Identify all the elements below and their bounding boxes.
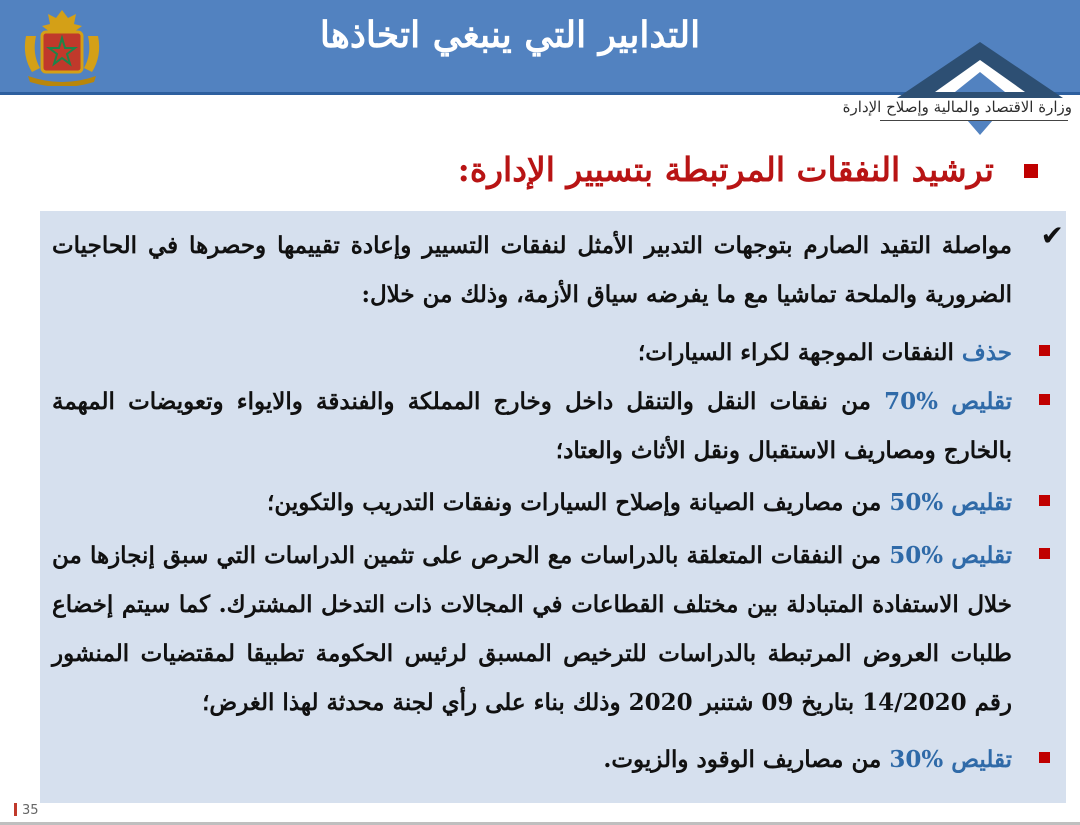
list-item	[52, 377, 1012, 475]
item-text: من النفقات المتعلقة بالدراسات مع الحرص على تثمين الدراسات التي سبق إنجازها من خلال الاستفادة المتبادلة بين مختلف القطاعات في المجالات ذات التدخل المشترك. كما سيتم إخضاع طلبات العروض المرتبطة بالدراسات للترخيص المسبق لرئيس الحكومة تطبيقا لمقتضيات المنشور رقم 14/2020 بتاريخ 09 شتنبر 2020 وذلك بناء على رأي لجنة محدثة لهذا الغرض؛	[52, 542, 1012, 716]
item-text: من مصاريف الصيانة وإصلاح السيارات ونفقات التدريب والتكوين؛	[267, 489, 882, 516]
item-keyword: حذف	[961, 339, 1012, 366]
page-number: 35	[22, 803, 39, 818]
item-text: من نفقات النقل والتنقل داخل وخارج المملكة والفندقة والايواء وتعويضات المهمة بالخارج ومصاريف الاستقبال ونقل الأثاث والعتاد؛	[52, 388, 1012, 464]
content-box	[40, 211, 1066, 803]
page-title: التدابير التي ينبغي اتخاذها	[319, 14, 701, 56]
list-item	[52, 735, 1012, 784]
item-keyword: تقليص	[951, 746, 1012, 773]
intro-paragraph: مواصلة التقيد الصارم بتوجهات التدبير الأمثل لنفقات التسيير وإعادة تقييمها وحصرها في الحاجيات الضرورية والملحة تماشيا مع ما يفرضه سياق الأزمة، وذلك من خلال:	[52, 232, 1012, 308]
bullet-icon	[1039, 345, 1050, 356]
item-keyword: تقليص	[951, 489, 1012, 516]
logo-divider	[880, 120, 1068, 121]
item-percent: 30%	[889, 746, 944, 773]
section-bullet-icon	[1024, 164, 1038, 178]
bullet-icon	[1039, 548, 1050, 559]
item-text: من مصاريف الوقود والزيوت.	[603, 746, 882, 773]
item-percent: 70%	[884, 388, 939, 415]
ministry-triangle-logo-icon	[895, 40, 1065, 140]
list-item	[52, 478, 1012, 527]
list-item	[52, 531, 1012, 727]
page-number-marker	[14, 803, 17, 816]
bullet-icon	[1039, 495, 1050, 506]
bullet-icon	[1039, 394, 1050, 405]
section-title: ترشيد النفقات المرتبطة بتسيير الإدارة:	[457, 150, 994, 189]
bullet-icon	[1039, 752, 1050, 763]
item-percent: 50%	[889, 489, 944, 516]
item-text: النفقات الموجهة لكراء السيارات؛	[637, 339, 954, 366]
ministry-name: وزارة الاقتصاد والمالية وإصلاح الإدارة	[842, 98, 1072, 116]
checkmark-icon: ✔	[1040, 219, 1064, 252]
royal-emblem-icon	[18, 6, 106, 86]
list-item	[52, 328, 1012, 377]
item-percent: 50%	[889, 542, 944, 569]
item-keyword: تقليص	[951, 388, 1012, 415]
item-keyword: تقليص	[951, 542, 1012, 569]
